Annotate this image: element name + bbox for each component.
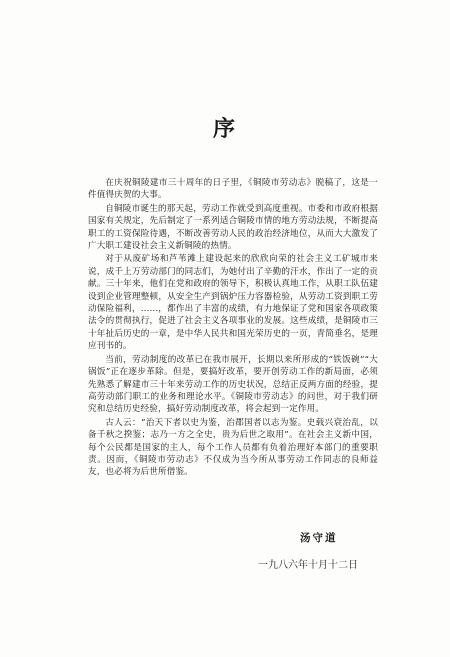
paragraph: 自铜陵市诞生的那天起，劳动工作就受到高度重视。市委和市政府根据国家有关规定，先后制定了一系列适合铜陵市情的地方劳动法规，不断提高职工的工资保险待遇，不断改善劳动人民的政治经济地位，从而大大激发了广大职工建设社会主义新铜陵的热情。	[88, 203, 378, 252]
paragraph: 在庆祝铜陵建市三十周年的日子里，《铜陵市劳动志》脱稿了，这是一件值得庆贺的大事。	[88, 178, 378, 201]
paragraph: 对于从废矿场和芦苇滩上建设起来的欣欣向荣的社会主义工矿城市来说，成千上万劳动部门的同志们，为她付出了辛勤的汗水，作出了一定的贡献。三十年来，他们在党和政府的领导下，积极认真地工作，从职工队伍建设到企业管理整顿，从安全生产到锅炉压力容器检验，从劳动工资到职工劳动保险福利，……，都作出了丰富的成绩，有力地保证了党和国家各项政策法令的贯彻执行，促进了社会主义各项事业的发展。这些成绩，是铜陵市三十年扯后历史的一章，是中华人民共和国光荣历史的一页，青简垂名，是理应刊书的。	[88, 254, 378, 352]
author-signature: 汤守道	[300, 532, 338, 544]
paragraph: 古人云：“治天下者以史为鉴，治郡国者以志为鉴。史载兴衰治乱，以备千秋之揆鉴；志乃一方之全史，贵为后世之取用”。在社会主义新中国，每个公民都是国家的主人，每个工作人员都有负着治理好本部门的重要职责。因而，《铜陵市劳动志》不仅成为当今所从事劳动工作同志的良师益友，也必将为后世所借鉴。	[88, 417, 378, 478]
signature-date: 一九八六年十月十二日	[258, 560, 358, 571]
preface-title: 序	[212, 116, 237, 142]
document-body	[88, 177, 378, 480]
paragraph: 当前，劳动制度的改革已在我市展开，长期以来所形成的“铁饭碗”“大锅饭”正在逐步革除。但是，要搞好改革，要开创劳动工作的新局面，必须先熟悉了解建市三十年来劳动工作的历史状况，总结正反两方面的经验，提高劳动部门职工的业务和理论水平。《铜陵市劳动志》的问世，对于我们研究和总结历史经验，搞好劳动制度改革，将会起到一定作用。	[88, 354, 378, 415]
